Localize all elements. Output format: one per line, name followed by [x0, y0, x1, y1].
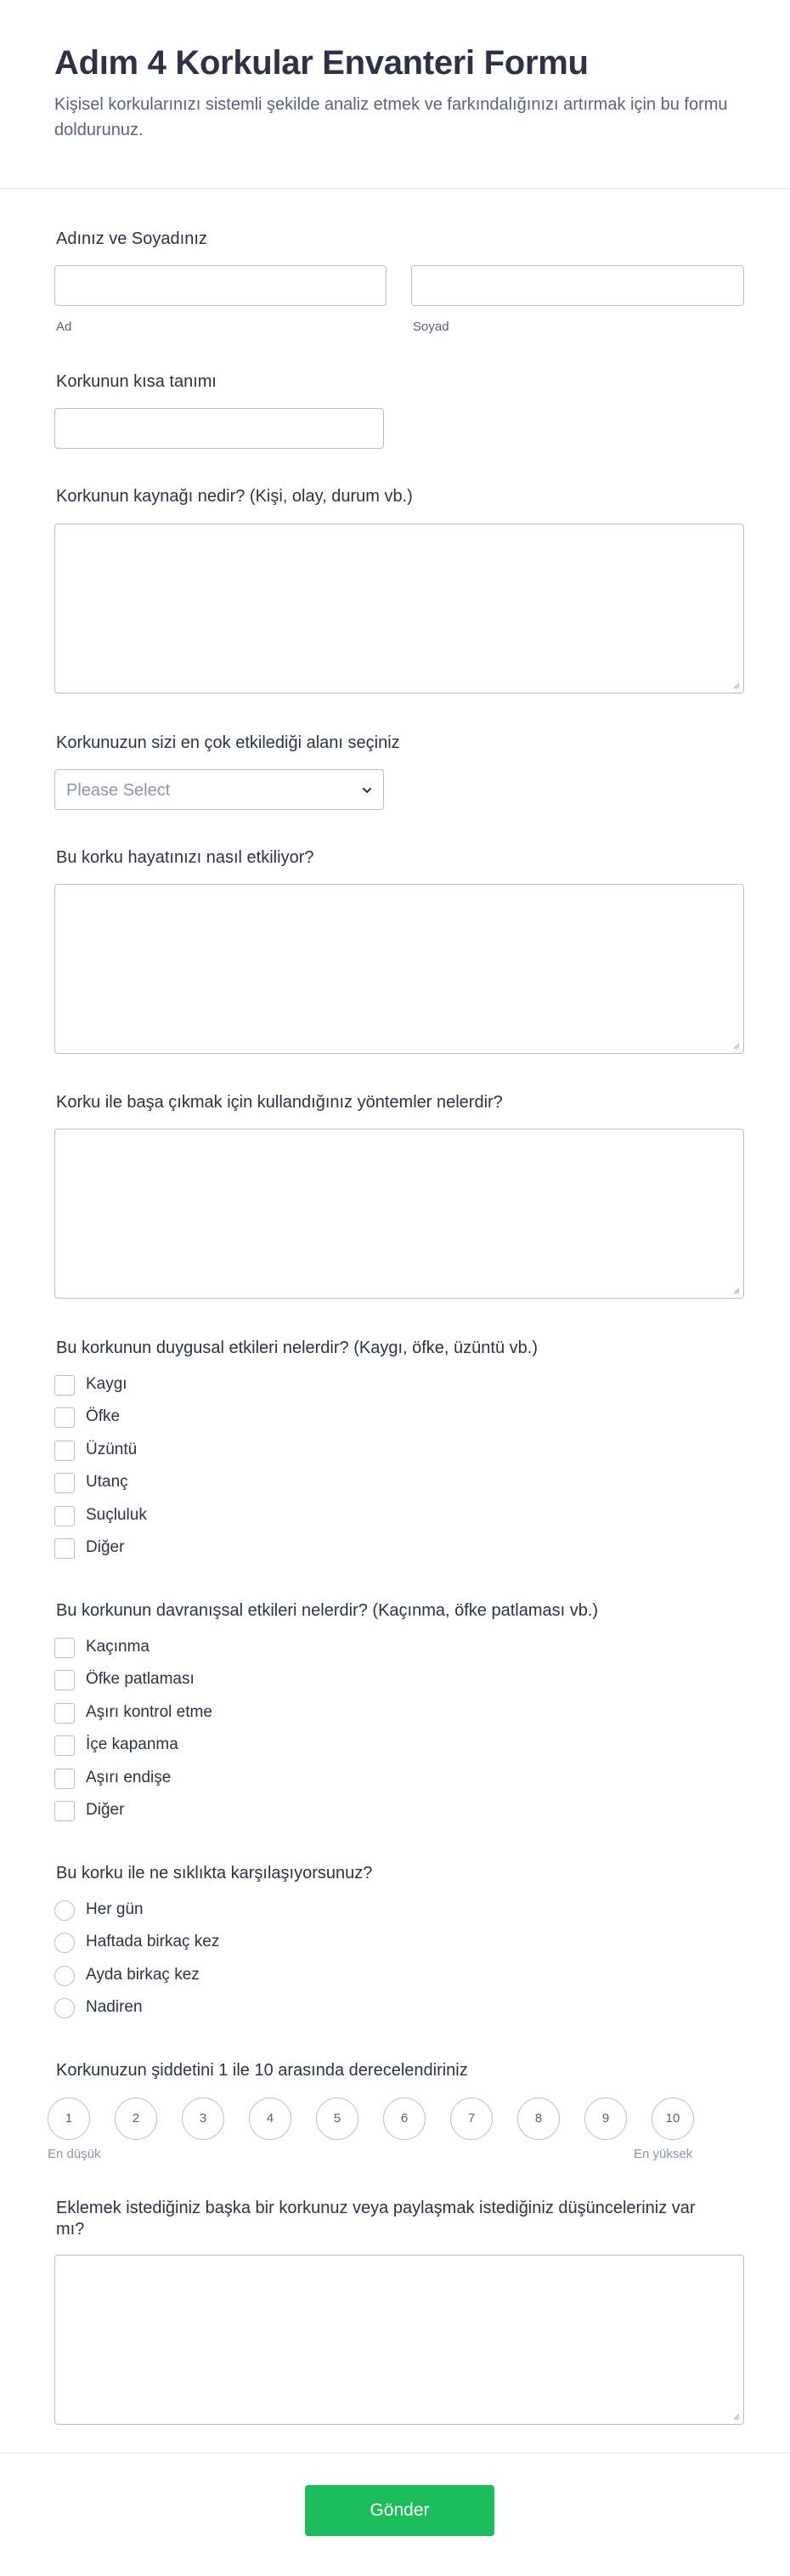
short-desc-label: Korkunun kısa tanımı [56, 372, 217, 391]
scale-option-1[interactable]: 1 [48, 2098, 90, 2140]
option-label: Aşırı endişe [86, 1769, 172, 1786]
source-label: Korkunun kaynağı nedir? (Kişi, olay, durum vb.) [56, 487, 413, 506]
scale-option-9[interactable]: 9 [584, 2098, 627, 2140]
resize-grip-icon[interactable] [731, 681, 740, 689]
radio-button[interactable] [54, 1998, 75, 2018]
resize-grip-icon[interactable] [731, 1286, 740, 1294]
impact-label: Bu korku hayatınızı nasıl etkiliyor? [56, 848, 314, 867]
radio-button[interactable] [54, 1966, 75, 1986]
checkbox[interactable] [54, 1703, 75, 1724]
short-desc-input[interactable] [54, 408, 384, 449]
form-title: Adım 4 Korkular Envanteri Formu [54, 44, 589, 82]
option-label: Her gün [86, 1900, 144, 1918]
resize-grip-icon[interactable] [731, 1041, 740, 1050]
source-textarea[interactable] [54, 524, 744, 694]
scale-option-3[interactable]: 3 [182, 2098, 224, 2140]
option-label: Üzüntü [86, 1441, 138, 1458]
option-label: Diğer [86, 1801, 125, 1819]
footer-divider [0, 2453, 790, 2454]
checkbox[interactable] [54, 1638, 75, 1658]
form-header [0, 0, 790, 189]
option-label: Kaçınma [86, 1638, 150, 1656]
scale-low-label: En düşük [48, 2147, 101, 2161]
checkbox[interactable] [54, 1769, 75, 1789]
option-label: Diğer [86, 1538, 125, 1556]
first-name-sublabel: Ad [56, 320, 72, 334]
last-name-sublabel: Soyad [413, 320, 449, 334]
option-label: Nadiren [86, 1998, 143, 2016]
option-label: Aşırı kontrol etme [86, 1703, 212, 1721]
checkbox[interactable] [54, 1407, 75, 1428]
checkbox[interactable] [54, 1441, 75, 1461]
scale-option-5[interactable]: 5 [316, 2098, 358, 2140]
scale-option-8[interactable]: 8 [517, 2098, 560, 2140]
severity-label: Korkunuzun şiddetini 1 ile 10 arasında derecelendiriniz [56, 2061, 468, 2080]
scale-option-4[interactable]: 4 [249, 2098, 291, 2140]
behavioral-label: Bu korkunun davranışsal etkileri nelerdir? (Kaçınma, öfke patlaması vb.) [56, 1601, 599, 1620]
option-label: Öfke patlaması [86, 1670, 195, 1688]
option-label: Suçluluk [86, 1506, 147, 1524]
checkbox[interactable] [54, 1735, 75, 1756]
area-select[interactable] [54, 769, 384, 810]
radio-button[interactable] [54, 1933, 75, 1953]
coping-label: Korku ile başa çıkmak için kullandığınız yöntemler nelerdir? [56, 1093, 503, 1112]
option-label: Öfke [86, 1407, 121, 1425]
name-label: Adınız ve Soyadınız [56, 229, 207, 248]
option-label: İçe kapanma [86, 1735, 178, 1753]
area-label: Korkunuzun sizi en çok etkilediği alanı seçiniz [56, 733, 400, 752]
scale-option-10[interactable]: 10 [652, 2098, 694, 2140]
additional-label-line1: Eklemek istediğiniz başka bir korkunuz veya paylaşmak istediğiniz düşünceleriniz var [56, 2199, 696, 2217]
scale-option-2[interactable]: 2 [115, 2098, 157, 2140]
checkbox[interactable] [54, 1473, 75, 1493]
first-name-input[interactable] [54, 265, 387, 306]
additional-label-line2: mı? [56, 2220, 85, 2239]
checkbox[interactable] [54, 1801, 75, 1821]
radio-button[interactable] [54, 1900, 75, 1921]
frequency-label: Bu korku ile ne sıklıkta karşılaşıyorsunuz? [56, 1864, 373, 1882]
emotional-label: Bu korkunun duygusal etkileri nelerdir? (Kaygı, öfke, üzüntü vb.) [56, 1339, 538, 1357]
option-label: Utanç [86, 1473, 128, 1491]
form-subtitle: Kişisel korkularınızı sistemli şekilde analiz etmek ve farkındalığınızı artırmak için bu formu doldurunuz. [54, 95, 728, 139]
coping-textarea[interactable] [54, 1129, 744, 1299]
scale-option-7[interactable]: 7 [450, 2098, 493, 2140]
impact-textarea[interactable] [54, 884, 744, 1054]
chevron-down-icon [359, 783, 375, 798]
option-label: Ayda birkaç kez [86, 1966, 200, 1984]
last-name-input[interactable] [411, 265, 744, 306]
area-select-value: Please Select [66, 781, 171, 800]
scale-option-6[interactable]: 6 [383, 2098, 426, 2140]
submit-button[interactable]: Gönder [305, 2485, 494, 2536]
resize-grip-icon[interactable] [731, 2412, 740, 2420]
checkbox[interactable] [54, 1506, 75, 1526]
checkbox[interactable] [54, 1670, 75, 1690]
checkbox[interactable] [54, 1538, 75, 1559]
option-label: Kaygı [86, 1375, 127, 1393]
checkbox[interactable] [54, 1375, 75, 1396]
scale-high-label: En yüksek [634, 2147, 693, 2161]
option-label: Haftada birkaç kez [86, 1933, 220, 1950]
additional-textarea[interactable] [54, 2255, 744, 2425]
